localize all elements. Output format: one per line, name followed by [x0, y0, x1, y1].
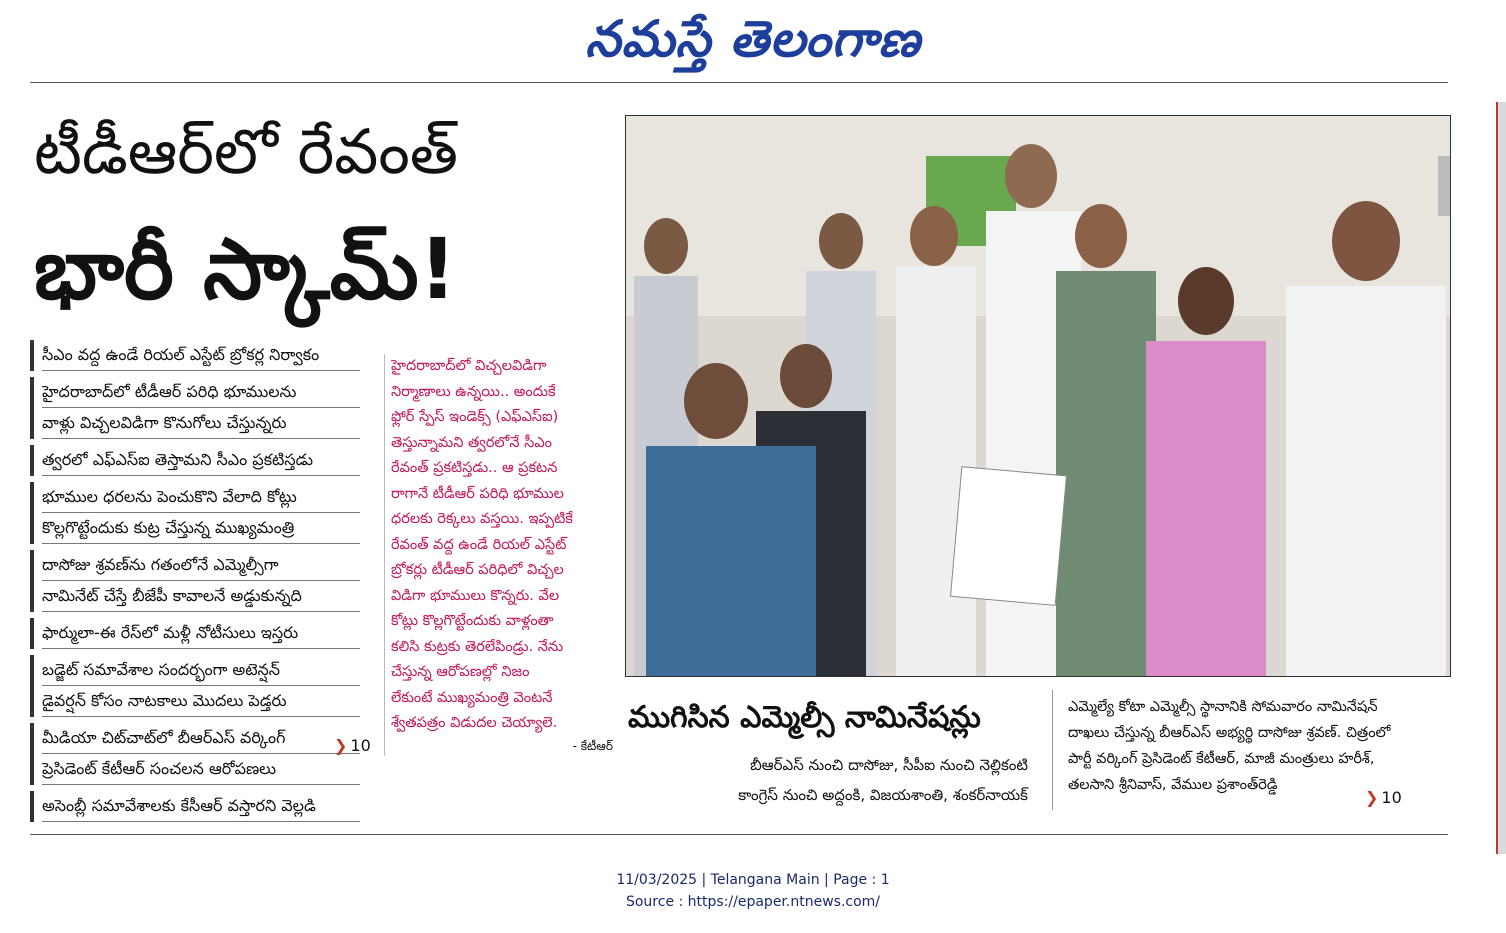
quote-line: తెస్తున్నామని త్వరలోనే సీఎం: [391, 434, 552, 451]
list-item-text: దాసోజు శ్రవణ్‌ను గతంలోనే ఎమ్మెల్సీగా: [42, 550, 360, 581]
quote-attribution: - కేటీఆర్‌: [572, 738, 613, 753]
quote-line: లేకుంటే ముఖ్యమంత్రి వెంటనే: [391, 689, 553, 706]
list-item-text: అసెంబ్లీ సమావేశాలకు కేసీఆర్‌ వస్తారని వెల్లడి: [42, 791, 360, 822]
caption-continued-link[interactable]: [1365, 788, 1402, 807]
continued-page-link[interactable]: [334, 736, 371, 755]
quote-line: రేవంత్‌ ప్రకటిస్తడు.. ఆ ప్రకటన: [391, 460, 558, 476]
page-number: 10: [1381, 788, 1402, 807]
caption-line: పార్టీ వర్కింగ్‌ ప్రెసిడెంట్‌ కేటీఆర్‌, మాజీ మంత్రులు హరీశ్‌,: [1068, 751, 1375, 767]
list-item: [30, 482, 360, 544]
page-edge-scrollbar[interactable]: [1496, 102, 1506, 854]
list-item: [30, 377, 360, 439]
quote-line: శ్వేతపత్రం విడుదల చెయ్యాలె.: [391, 715, 558, 731]
list-item-text: వాళ్లు విచ్చలవిడిగా కొనుగోలు చేస్తున్నరు: [42, 408, 360, 439]
quote-line: బ్రోకర్లు టీడీఆర్‌ పరిధిలో విచ్చల: [391, 562, 564, 578]
headline-line-1: టీడీఆర్‌లో రేవంత్: [34, 115, 459, 188]
footer-edition-info: 11/03/2025 | Telangana Main | Page : 1: [616, 872, 890, 888]
list-item: [30, 618, 360, 649]
list-item-text: డైవర్షన్‌ కోసం నాటకాలు మొదలు పెడ్తరు: [42, 686, 360, 717]
news-photo: [625, 115, 1451, 677]
list-item-text: సీఎం వద్ద ఉండే రియల్‌ ఎస్టేట్‌ బ్రోకర్ల నిర్వాకం: [42, 340, 360, 371]
list-item-text: నామినేట్‌ చేస్తే బీజేపీ కావాలనే అడ్డుకున్నది: [42, 581, 360, 612]
subtitle-line: బీఆర్‌ఎస్‌ నుంచి దాసోజు, సీపీఐ నుంచి నెల్లికంటి: [750, 756, 1028, 774]
list-item-text: ప్రెసిడెంట్‌ కేటీఆర్‌ సంచలన ఆరోపణలు: [42, 754, 360, 785]
quote-line: ఫ్లోర్‌ స్పేస్‌ ఇండెక్స్‌ (ఎఫ్‌ఎస్‌ఐ): [391, 409, 559, 425]
list-item: [30, 791, 360, 822]
page-bottom-rule: [30, 834, 1448, 835]
list-item-text: భూముల ధరలను పెంచుకొని వేలాది కోట్లు: [42, 482, 360, 513]
list-item-text: కొల్లగొట్టేందుకు కుట్ర చేస్తున్న ముఖ్యమంత్రి: [42, 513, 360, 544]
quote-line: నిర్మాణాలు ఉన్నయి.. అందుకే: [391, 383, 556, 400]
news-photo-illustration: [626, 116, 1450, 676]
list-item-text: ఫార్ములా-ఈ రేస్‌లో మళ్లీ నోటీసులు ఇస్తరు: [42, 618, 360, 649]
pull-quote: [384, 354, 613, 756]
quote-line: కోట్లు కొల్లగొట్టేందుకు వాళ్లంతా: [391, 613, 554, 629]
photo-caption-subtitle: [628, 750, 1028, 810]
column-divider: [1052, 690, 1053, 810]
caption-line: ఎమ్మెల్యే కోటా ఎమ్మెల్సీ స్థానానికి సోమవారం నామినేషన్‌: [1068, 699, 1378, 715]
caption-line: దాఖలు చేస్తున్న బీఆర్‌ఎస్‌ అభ్యర్థి దాసోజు శ్రవణ్‌. చిత్రంలో: [1068, 725, 1391, 741]
list-item: [30, 550, 360, 612]
list-item-text: బడ్జెట్‌ సమావేశాల సందర్భంగా అటెన్షన్‌: [42, 655, 360, 686]
subtitle-line: కాంగ్రెస్‌ నుంచి అద్దంకి, విజయశాంతి, శంకర్‌నాయక్‌: [738, 786, 1028, 804]
chevron-right-icon: ❯: [1365, 788, 1379, 807]
chevron-right-icon: ❯: [334, 736, 348, 755]
list-item: [30, 445, 360, 476]
caption-line: తలసాని శ్రీనివాస్‌, వేముల ప్రశాంత్‌రెడ్డి: [1068, 777, 1278, 793]
footer-source-link[interactable]: Source : https://epaper.ntnews.com/: [625, 894, 881, 910]
photo-caption-title: ముగిసిన ఎమ్మెల్సీ నామినేషన్లు: [628, 700, 981, 735]
quote-line: ధరలకు రెక్కలు వస్తయి. ఇప్పటికే: [391, 511, 573, 527]
list-item-text: మీడియా చిట్‌చాట్‌లో బీఆర్‌ఎస్‌ వర్కింగ్‌: [42, 723, 360, 754]
quote-line: విడిగా భూములు కొన్నరు. వేల: [391, 587, 560, 604]
masthead-rule: [30, 82, 1448, 83]
quote-line: కలిసి కుట్రకు తెరలేపిండ్రు. నేను: [391, 638, 564, 655]
quote-line: రేవంత్‌ వద్ద ఉండే రియల్‌ ఎస్టేట్‌: [391, 536, 567, 553]
list-item: [30, 340, 360, 371]
quote-line: చేస్తున్న ఆరోపణల్లో నిజం: [391, 664, 530, 680]
masthead-logo: నమస్తే తెలంగాణ: [585, 9, 921, 68]
headline-line-2: భారీ స్కామ్‌!: [34, 220, 457, 318]
photo-caption-body: [1068, 694, 1458, 798]
list-item-text: త్వరలో ఎఫ్‌ఎస్‌ఐ తెస్తామని సీఎం ప్రకటిస్తడు: [42, 445, 360, 476]
quote-line: హైదరాబాద్‌లో విచ్చలవిడిగా: [391, 358, 547, 374]
list-item: [30, 723, 360, 785]
list-item: [30, 655, 360, 717]
quote-line: రాగానే టీడీఆర్‌ పరిధి భూముల: [391, 485, 564, 502]
list-item-text: హైదరాబాద్‌లో టీడీఆర్‌ పరిధి భూములను: [42, 377, 360, 408]
key-points-list: [30, 340, 360, 828]
page-number: 10: [350, 736, 371, 755]
